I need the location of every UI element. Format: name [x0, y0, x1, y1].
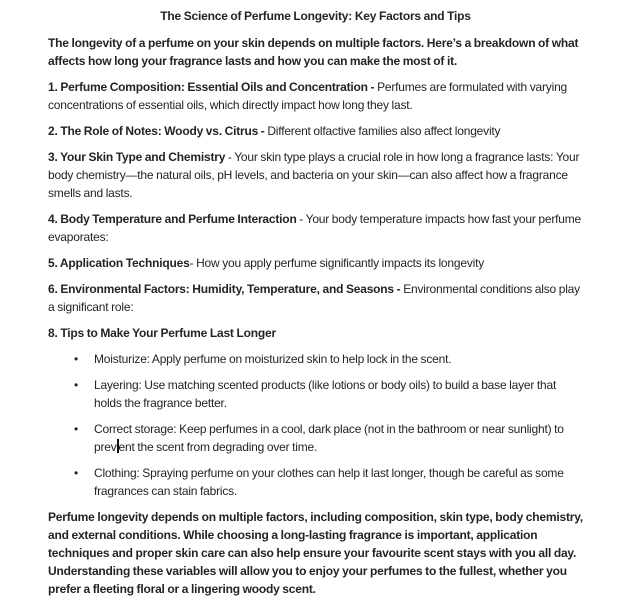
text-after-cursor: ent the scent from degrading over time.: [118, 440, 318, 454]
numbered-item-4-body: - Your body temperature impacts how fast your perfume evaporates:: [48, 212, 581, 244]
numbered-item-1-lead: 1. Perfume Composition: Essential Oils and Concentration -: [48, 80, 378, 94]
numbered-item-6-lead: 6. Environmental Factors: Humidity, Temperature, and Seasons -: [48, 282, 404, 296]
list-item-text: Layering: Use matching scented products (like lotions or body oils) to build a base layer that holds the fragrance better.: [94, 378, 557, 410]
tips-heading: 8. Tips to Make Your Perfume Last Longer: [48, 326, 276, 340]
bullet-icon: •: [74, 352, 79, 366]
document-title: The Science of Perfume Longevity: Key Factors and Tips: [160, 9, 471, 23]
numbered-item-4-lead: 4. Body Temperature and Perfume Interaction: [48, 212, 297, 226]
bullet-icon: •: [74, 466, 79, 480]
list-item-text: [94, 420, 583, 456]
numbered-item-1-body: Perfumes are formulated with varying concentrations of essential oils, which directly impact how long they last.: [48, 80, 568, 112]
numbered-item-5-lead: 5. Application Techniques: [48, 256, 190, 270]
conclusion-paragraph: Perfume longevity depends on multiple factors, including composition, skin type, body chemistry, and external conditions. While choosing a long-lasting fragrance is important, application techniques and proper skin care can also help ensure your favourite scent stays with you all day. Understanding these variables will allow you to enjoy your perfumes to the fullest, whether you prefer a fleeting floral or a lingering woody scent.: [48, 510, 583, 596]
intro-paragraph: The longevity of a perfume on your skin depends on multiple factors. Here’s a breakdown of what affects how long your fragrance lasts and how you can make the most of it.: [48, 36, 579, 68]
numbered-item-5: [48, 254, 583, 272]
list-item-moisturize: [48, 350, 583, 368]
list-item-clothing: [48, 464, 583, 500]
numbered-item-1: [48, 78, 583, 114]
numbered-item-2-lead: 2. The Role of Notes: Woody vs. Citrus -: [48, 124, 268, 138]
bullet-icon: •: [74, 378, 79, 392]
list-item-text: Moisturize: Apply perfume on moisturized skin to help lock in the scent.: [94, 352, 452, 366]
numbered-item-4: [48, 210, 583, 246]
numbered-item-6-body: Environmental conditions also play a significant role:: [48, 282, 580, 314]
numbered-item-3: [48, 148, 583, 202]
numbered-item-5-body: - How you apply perfume significantly impacts its longevity: [189, 256, 485, 270]
list-item-correct-storage: [48, 420, 583, 456]
list-item-layering: [48, 376, 583, 412]
numbered-item-3-body: - Your skin type plays a crucial role in how long a fragrance lasts: Your body chemistry—the natural oils, pH levels, and bacteria on your skin—can also affect how a fragrance smells and lasts.: [48, 150, 580, 200]
bullet-icon: •: [74, 422, 79, 436]
numbered-item-2: [48, 122, 583, 140]
numbered-item-6: [48, 280, 583, 316]
numbered-item-3-lead: 3. Your Skin Type and Chemistry: [48, 150, 226, 164]
list-item-text: Clothing: Spraying perfume on your clothes can help it last longer, though be careful as some fragrances can stain fabrics.: [94, 466, 564, 498]
text-before-cursor: Correct storage: Keep perfumes in a cool, dark place (not in the bathroom or near sunlight) to prev: [94, 422, 564, 454]
tips-list: [48, 350, 583, 500]
numbered-item-2-body: Different olfactive families also affect longevity: [267, 124, 501, 138]
